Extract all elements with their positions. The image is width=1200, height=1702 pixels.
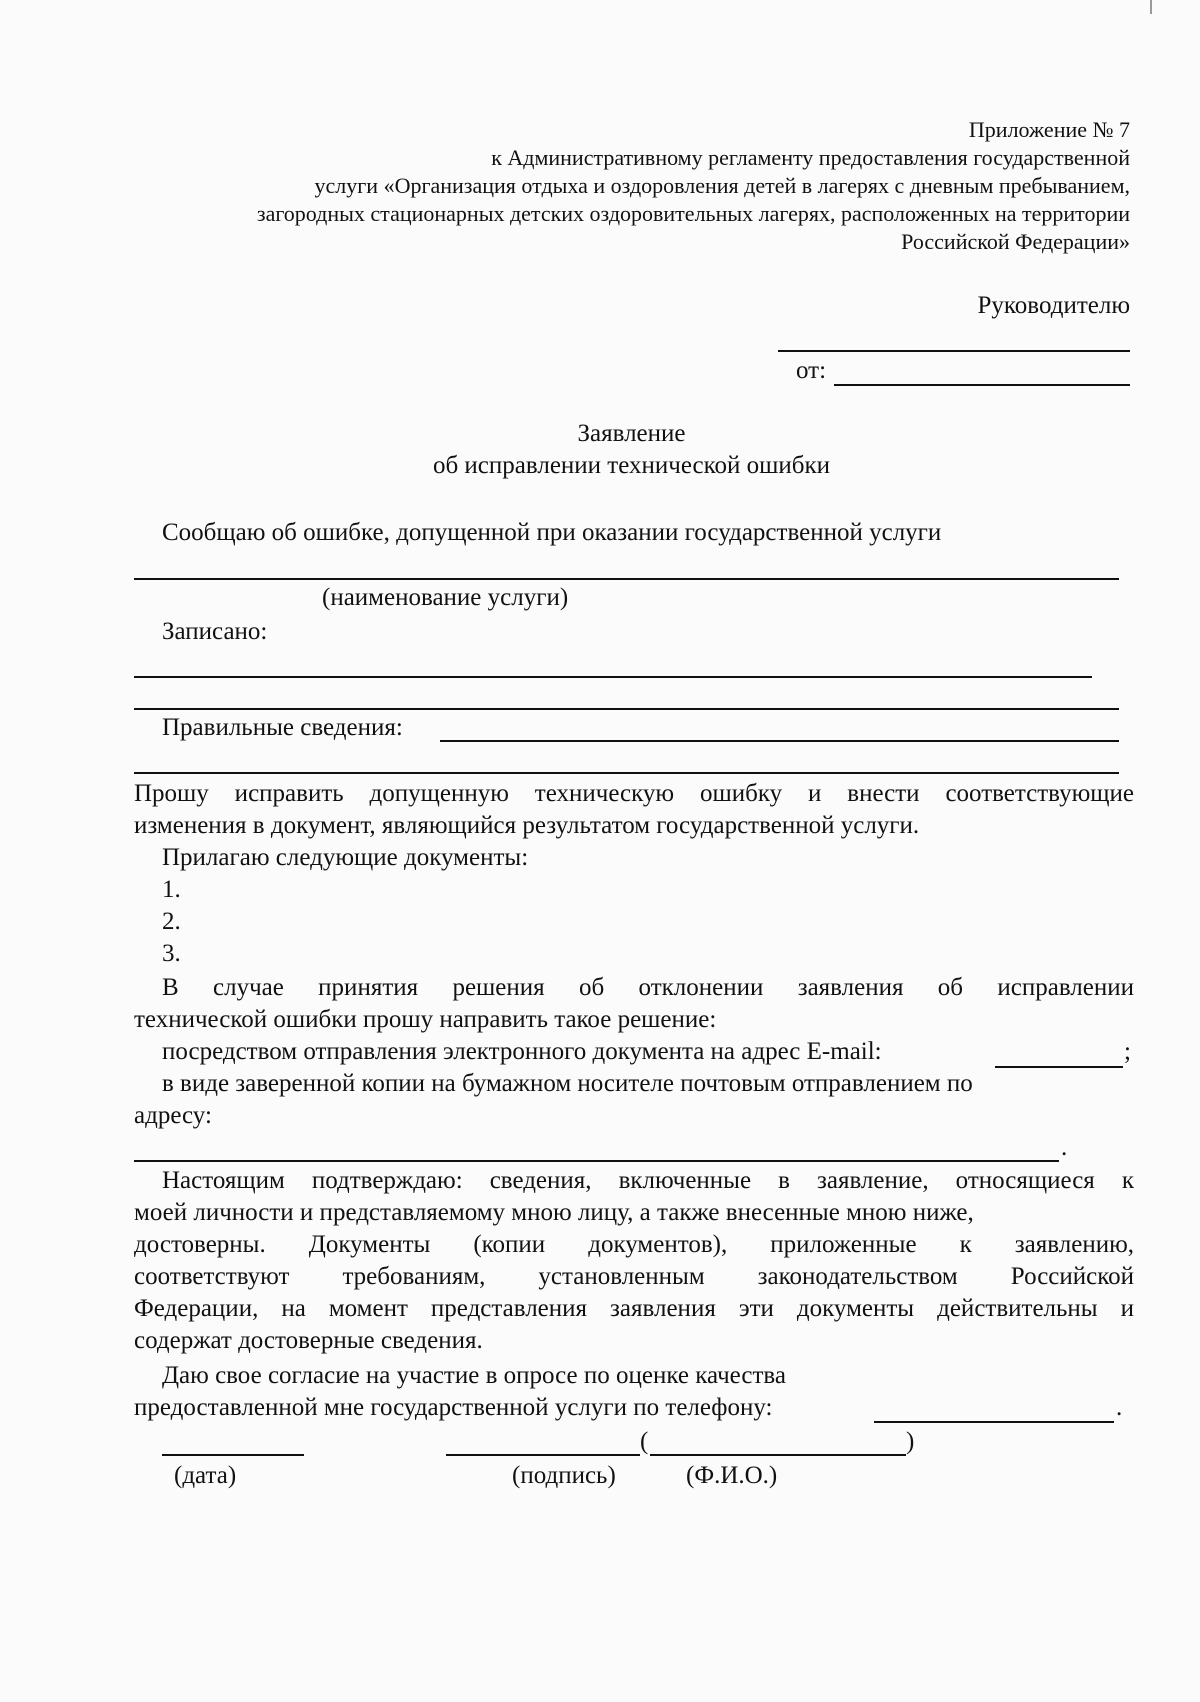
phone-field[interactable] bbox=[874, 1421, 1114, 1423]
signature-caption: (подпись) bbox=[512, 1462, 616, 1489]
paren-close: ) bbox=[906, 1428, 915, 1455]
signature-field[interactable] bbox=[446, 1454, 640, 1456]
post-end: . bbox=[1061, 1134, 1068, 1161]
request-line-1: Прошу исправить допущенную техническую ошибку и внести соответствующие bbox=[134, 780, 1134, 807]
attachment-item-3: 3. bbox=[162, 940, 181, 967]
paren-open: ( bbox=[640, 1428, 649, 1455]
confirm-line-2: моей личности и представляемому мною лицу, а также внесенные мною ниже, bbox=[134, 1199, 974, 1226]
consent-line-2: предоставленной мне государственной услуги по телефону: bbox=[134, 1394, 773, 1421]
service-caption: (наименование услуги) bbox=[322, 584, 569, 611]
confirm-line-5: Федерации, на момент представления заявления эти документы действительны и bbox=[134, 1295, 1134, 1322]
appendix-regulation: к Административному регламенту предоставления государственной bbox=[491, 145, 1130, 170]
consent-end: . bbox=[1116, 1394, 1123, 1421]
applicant-name-field[interactable] bbox=[834, 384, 1130, 386]
date-field[interactable] bbox=[162, 1454, 304, 1456]
email-option: посредством отправления электронного документа на адрес E-mail: bbox=[162, 1038, 882, 1065]
appendix-number: Приложение № 7 bbox=[968, 117, 1130, 142]
correct-label: Правильные сведения: bbox=[162, 714, 403, 741]
correct-field-1[interactable] bbox=[440, 740, 1119, 742]
attachment-item-2: 2. bbox=[162, 908, 181, 935]
reject-line-2: технической ошибки прошу направить такое решение: bbox=[134, 1006, 717, 1033]
full-name-field[interactable] bbox=[650, 1454, 906, 1456]
confirm-line-6: содержат достоверные сведения. bbox=[134, 1327, 483, 1354]
full-name-caption: (Ф.И.О.) bbox=[686, 1462, 778, 1489]
report-line: Сообщаю об ошибке, допущенной при оказании государственной услуги bbox=[162, 519, 942, 546]
recorded-field-1[interactable] bbox=[134, 676, 1092, 678]
addressee-to: Руководителю bbox=[977, 292, 1130, 319]
email-field[interactable] bbox=[995, 1066, 1123, 1068]
document-subtitle: об исправлении технической ошибки bbox=[432, 452, 831, 479]
appendix-service-name-2: загородных стационарных детских оздоровительных лагерях, расположенных на территории bbox=[256, 201, 1130, 226]
from-label: от: bbox=[796, 357, 827, 384]
post-option: в виде заверенной копии на бумажном носителе почтовым отправлением по bbox=[162, 1070, 973, 1097]
attach-label: Прилагаю следующие документы: bbox=[162, 844, 529, 871]
post-option-address: адресу: bbox=[134, 1102, 212, 1129]
appendix-service-name-3: Российской Федерации» bbox=[901, 229, 1130, 254]
email-end: ; bbox=[1124, 1038, 1131, 1065]
recorded-field-2[interactable] bbox=[134, 708, 1119, 710]
postal-address-field[interactable] bbox=[134, 1160, 1059, 1162]
correct-field-2[interactable] bbox=[134, 772, 1119, 774]
appendix-service-name-1: услуги «Организация отдыха и оздоровления детей в лагерях с дневным пребыванием, bbox=[314, 173, 1130, 198]
reject-line-1: В случае принятия решения об отклонении заявления об исправлении bbox=[162, 974, 1134, 1001]
scan-edge-mark bbox=[1150, 0, 1152, 14]
confirm-line-1: Настоящим подтверждаю: сведения, включенные в заявление, относящиеся к bbox=[162, 1167, 1134, 1194]
document-title: Заявление bbox=[577, 420, 686, 447]
request-line-2: изменения в документ, являющийся результатом государственной услуги. bbox=[134, 812, 920, 839]
consent-line-1: Даю свое согласие на участие в опросе по оценке качества bbox=[162, 1362, 786, 1389]
service-name-field[interactable] bbox=[134, 578, 1119, 580]
addressee-name-field[interactable] bbox=[778, 350, 1130, 352]
confirm-line-3: достоверны. Документы (копии документов), приложенные к заявлению, bbox=[134, 1231, 1134, 1258]
attachment-item-1: 1. bbox=[162, 876, 181, 903]
confirm-line-4: соответствуют требованиям, установленным законодательством Российской bbox=[134, 1263, 1134, 1290]
date-caption: (дата) bbox=[174, 1462, 237, 1489]
recorded-label: Записано: bbox=[162, 618, 268, 645]
